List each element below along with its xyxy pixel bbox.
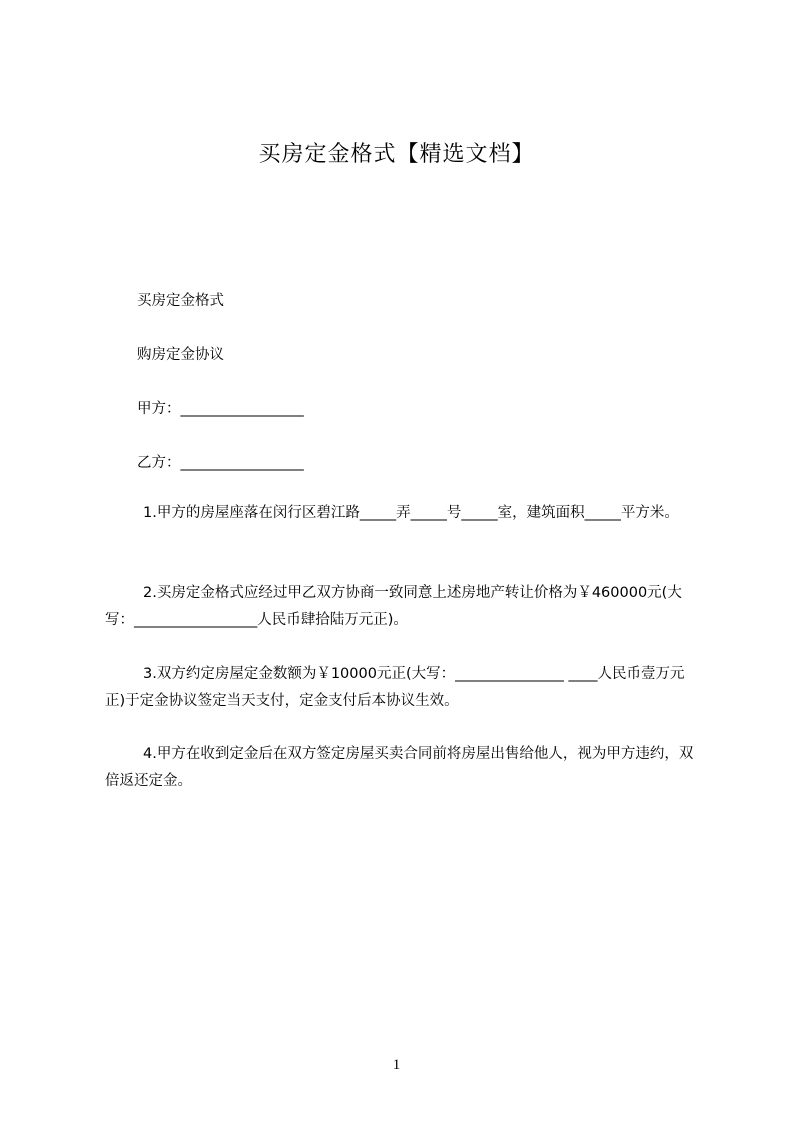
heading-format: 买房定金格式 bbox=[137, 293, 224, 309]
heading-agreement: 购房定金协议 bbox=[137, 347, 224, 363]
clause-4: 4.甲方在收到定金后在双方签定房屋买卖合同前将房屋出售给他人，视为甲方违约，双倍返还定金。 bbox=[105, 746, 694, 789]
party-b-line: 乙方：_________________ bbox=[137, 455, 304, 471]
page-number: 1 bbox=[392, 1057, 401, 1073]
clause-3: 3.双方约定房屋定金数额为￥10000元正(大写：_______________ ____人民币壹万元正)于定金协议签定当天支付，定金支付后本协议生效。 bbox=[105, 666, 685, 709]
clause-2: 2.买房定金格式应经过甲乙双方协商一致同意上述房地产转让价格为￥460000元(大写：_________________人民币肆拾陆万元正)。 bbox=[105, 585, 682, 628]
clause-1: 1.甲方的房屋座落在闵行区碧江路_____弄_____号_____室，建筑面积_____平方米。 bbox=[143, 505, 679, 521]
party-a-line: 甲方：_________________ bbox=[137, 401, 304, 417]
document-title: 买房定金格式【精选文档】 bbox=[258, 142, 535, 167]
